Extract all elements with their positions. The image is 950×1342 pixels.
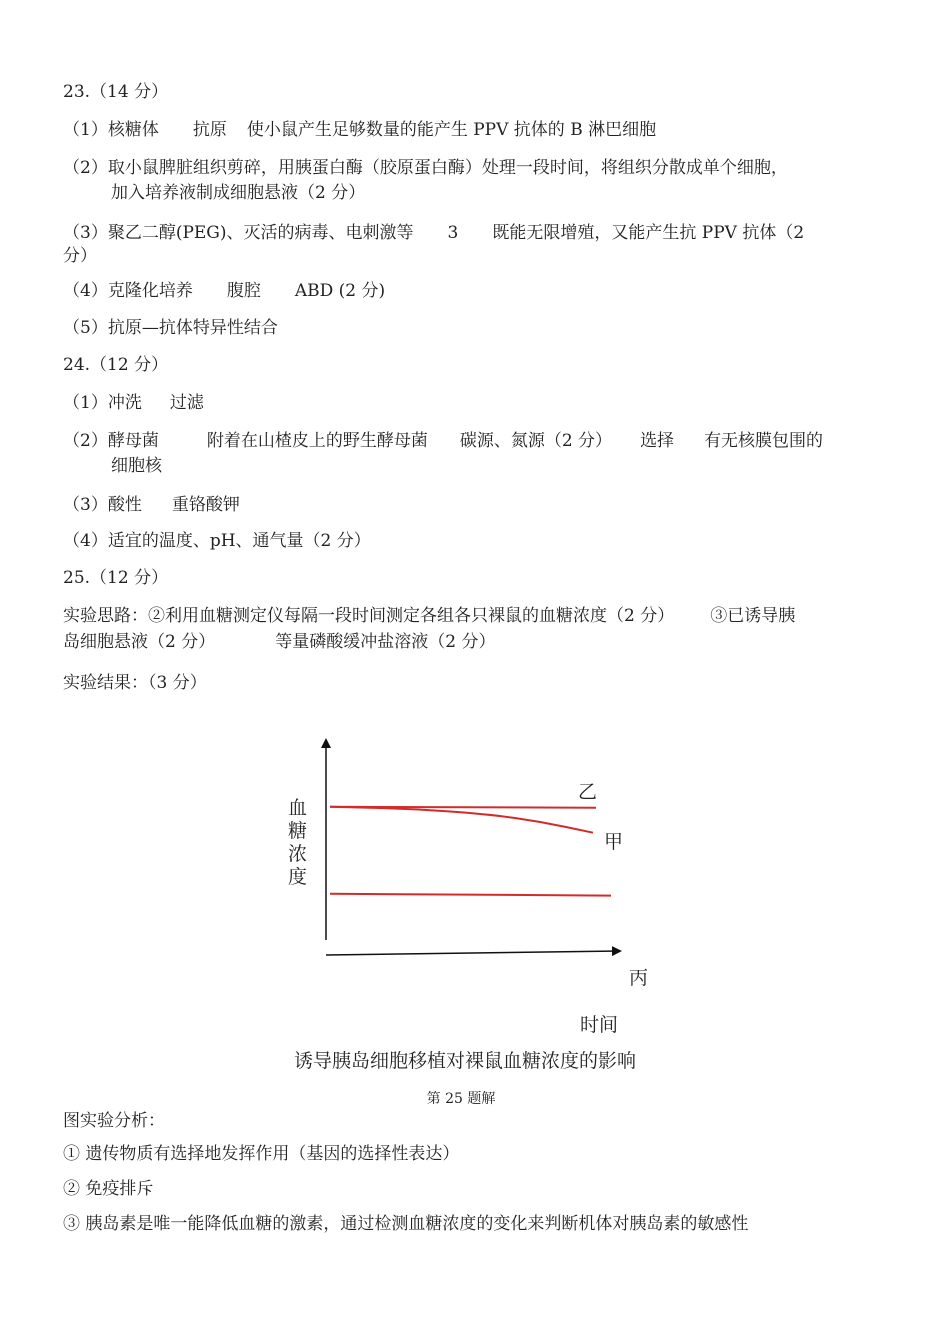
q23-a1-part3: 使小鼠产生足够数量的能产生 PPV 抗体的 B 淋巴细胞 — [246, 120, 657, 140]
q23-a2-num: （2） — [63, 158, 108, 178]
series-line-bing — [330, 894, 611, 896]
figure-note: 第 25 题解 — [426, 1091, 496, 1107]
q24-a4-text: 适宜的温度、pH、通气量（2 分） — [107, 531, 371, 551]
q25-idea-line2-b: 等量磷酸缓冲盐溶液（2 分） — [275, 632, 496, 652]
q23-header: 23.（14 分） — [63, 82, 169, 102]
q23-a2-line2: 加入培养液制成细胞悬液（2 分） — [111, 183, 366, 203]
q24-header: 24.（12 分） — [63, 355, 169, 375]
q25-analysis-label: 图实验分析： — [63, 1111, 165, 1131]
q24-answer-1 — [63, 392, 204, 414]
series-label-jia: 甲 — [604, 831, 624, 853]
q23-a4-part2: 腹腔 — [226, 281, 261, 301]
q23-a3-num: （3） — [63, 223, 108, 243]
y-axis-label-char-2: 糖 — [288, 820, 308, 842]
q25-analysis-3: ③ 胰岛素是唯一能降低血糖的激素，通过检测血糖浓度的变化来判断机体对胰岛素的敏感性 — [63, 1214, 749, 1234]
q23-answer-5 — [63, 317, 278, 339]
q24-a3-part2: 重铬酸钾 — [171, 495, 240, 515]
q24-a1-part1: 冲洗 — [107, 393, 142, 413]
q23-a3-part3: 既能无限增殖，又能产生抗 PPV 抗体（2 — [492, 223, 805, 243]
q24-a2-part2: 附着在山楂皮上的野生酵母菌 — [206, 431, 428, 451]
q24-a2-line2: 细胞核 — [111, 456, 162, 476]
q24-answer-3 — [63, 494, 240, 516]
q23-a1-part1: 核糖体 — [107, 120, 159, 140]
y-axis-label-char-4: 度 — [288, 866, 308, 888]
figure-caption: 诱导胰岛细胞移植对裸鼠血糖浓度的影响 — [293, 1050, 636, 1072]
q24-a2-part3: 碳源、氮源（2 分） — [459, 431, 613, 451]
q23-a4-part3: ABD (2 分) — [294, 281, 386, 301]
y-axis-label-char-3: 浓 — [288, 843, 308, 865]
series-line-yi — [330, 807, 596, 808]
q23-a3-part1: 聚乙二醇(PEG)、灭活的病毒、电刺激等 — [107, 223, 414, 243]
q24-answer-2 — [63, 430, 823, 452]
q23-answer-1 — [63, 119, 656, 141]
x-axis — [326, 951, 620, 955]
q24-answer-4 — [63, 530, 371, 552]
series-line-jia — [330, 807, 593, 833]
q23-a2-line1: 取小鼠脾脏组织剪碎，用胰蛋白酶（胶原蛋白酶）处理一段时间，将组织分散成单个细胞， — [107, 158, 788, 178]
q24-a3-num: （3） — [63, 495, 108, 515]
q25-result-label: 实验结果：（3 分） — [63, 673, 207, 693]
q24-a2-part1: 酵母菌 — [107, 431, 159, 451]
q23-a3-line2: 分） — [63, 246, 97, 266]
q25-idea-line1-b: ③已诱导胰 — [710, 606, 796, 626]
q23-a5-num: （5） — [63, 318, 108, 338]
q25-idea-line2-a: 岛细胞悬液（2 分） — [63, 632, 216, 652]
q24-a4-num: （4） — [63, 531, 108, 551]
q25-analysis-2: ② 免疫排斥 — [63, 1179, 154, 1199]
q23-a1-num: （1） — [63, 120, 108, 140]
q23-answer-4 — [63, 280, 385, 302]
q25-header: 25.（12 分） — [63, 568, 169, 588]
q23-answer-2 — [63, 157, 788, 179]
q23-a5-text: 抗原—抗体特异性结合 — [107, 318, 278, 338]
y-axis-label-char-1: 血 — [288, 797, 308, 819]
q23-a3-part2: 3 — [447, 223, 459, 243]
q25-idea-line1-a: 实验思路：②利用血糖测定仪每隔一段时间测定各组各只裸鼠的血糖浓度（2 分） — [63, 606, 675, 626]
q24-a1-num: （1） — [63, 393, 108, 413]
q25-idea-line1 — [63, 605, 795, 627]
series-label-yi: 乙 — [578, 781, 598, 803]
q25-idea-line2 — [63, 631, 495, 653]
q23-a4-num: （4） — [63, 281, 108, 301]
q23-answer-3 — [63, 222, 804, 244]
series-label-bing: 丙 — [629, 967, 649, 989]
x-axis-label: 时间 — [580, 1014, 619, 1036]
q25-analysis-1: ① 遗传物质有选择地发挥作用（基因的选择性表达） — [63, 1144, 460, 1164]
q24-a3-part1: 酸性 — [107, 495, 142, 515]
q23-a4-part1: 克隆化培养 — [107, 281, 193, 301]
q24-a1-part2: 过滤 — [169, 393, 204, 413]
q24-a2-num: （2） — [63, 431, 108, 451]
q24-a2-part4: 选择 — [640, 431, 675, 451]
q24-a2-part5: 有无核膜包围的 — [704, 431, 824, 451]
q23-a1-part2: 抗原 — [192, 120, 227, 140]
